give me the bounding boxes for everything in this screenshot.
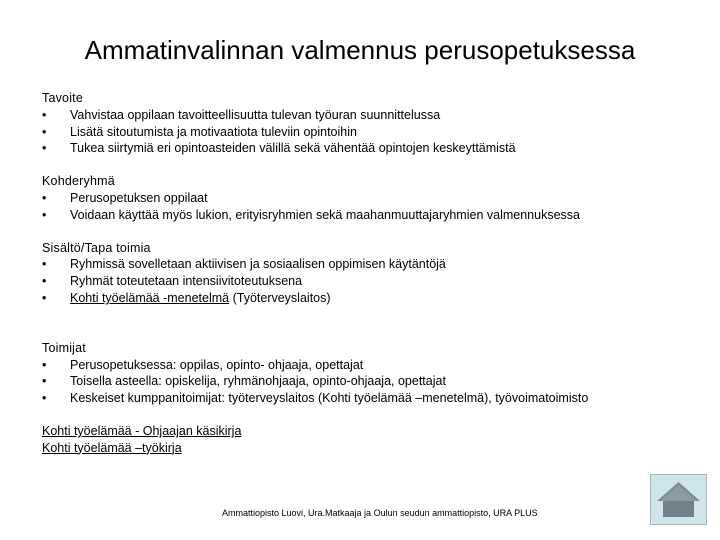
section-heading: Sisältö/Tapa toimia: [42, 240, 151, 255]
list-item: • Tukea siirtymiä eri opintoasteiden välillä sekä vähentää opintojen keskeyttämistä: [42, 141, 516, 156]
section-toimijat: [42, 340, 682, 407]
bullet-marker: •: [42, 274, 47, 289]
slide-content: [42, 90, 682, 457]
list-item: • Toisella asteella: opiskelija, ryhmänohjaaja, opinto-ohjaaja, opettajat: [42, 374, 446, 389]
bullet-marker: •: [42, 391, 47, 406]
section-heading: Tavoite: [42, 91, 84, 105]
list-item: • Voidaan käyttää myös lukion, erityisryhmien sekä maahanmuuttajaryhmien valmennuksessa: [42, 207, 580, 222]
list-item: • Ryhmissä sovelletaan aktiivisen ja sosiaalisen oppimisen käytäntöjä: [42, 257, 446, 272]
list-item: • Perusopetuksen oppilaat: [42, 190, 208, 205]
bullet-marker: •: [42, 257, 47, 272]
list-item: • Keskeiset kumppanitoimijat: työterveyslaitos (Kohti työelämää –menetelmä), työvoimatoimisto: [42, 391, 589, 406]
bullet-marker: •: [42, 374, 47, 389]
bullet-marker: •: [42, 290, 47, 305]
home-button[interactable]: [650, 474, 707, 525]
bullet-marker: •: [42, 207, 47, 222]
slide-title: Ammatinvalinnan valmennus perusopetuksessa: [84, 35, 636, 65]
kohti-tyoelamaa-method-link[interactable]: Kohti työelämää -menetelmä: [70, 290, 230, 305]
section-kohderyhma: [42, 173, 682, 223]
bullet-marker: •: [42, 124, 47, 139]
slide-footer: Ammattiopisto Luovi, Ura.Matkaaja ja Oulun seudun ammattiopisto, URA PLUS: [222, 508, 538, 518]
handbook-link[interactable]: Kohti työelämää - Ohjaajan käsikirja: [42, 423, 242, 438]
bullet-marker: •: [42, 141, 47, 156]
list-item: [42, 290, 682, 307]
bullet-marker: •: [42, 107, 47, 122]
workbook-link[interactable]: Kohti työelämää –työkirja: [42, 440, 182, 455]
home-icon: [651, 475, 706, 524]
section-heading: Toimijat: [42, 340, 86, 355]
list-item: • Ryhmät toteutetaan intensiivitoteutuksena: [42, 274, 303, 289]
list-item: • Perusopetuksessa: oppilas, opinto- ohjaaja, opettajat: [42, 357, 364, 372]
section-heading: Kohderyhmä: [42, 174, 115, 189]
list-item: • Lisätä sitoutumista ja motivaatiota tuleviin opintoihin: [42, 124, 357, 139]
bullet-marker: •: [42, 190, 47, 205]
bullet-marker: •: [42, 357, 47, 372]
resource-links: [42, 423, 682, 457]
list-item: • Vahvistaa oppilaan tavoitteellisuutta tulevan työuran suunnittelussa: [42, 107, 441, 122]
section-tavoite: [42, 90, 682, 157]
section-sisalto: [42, 240, 682, 307]
link-suffix: (Työterveyslaitos): [229, 290, 331, 305]
